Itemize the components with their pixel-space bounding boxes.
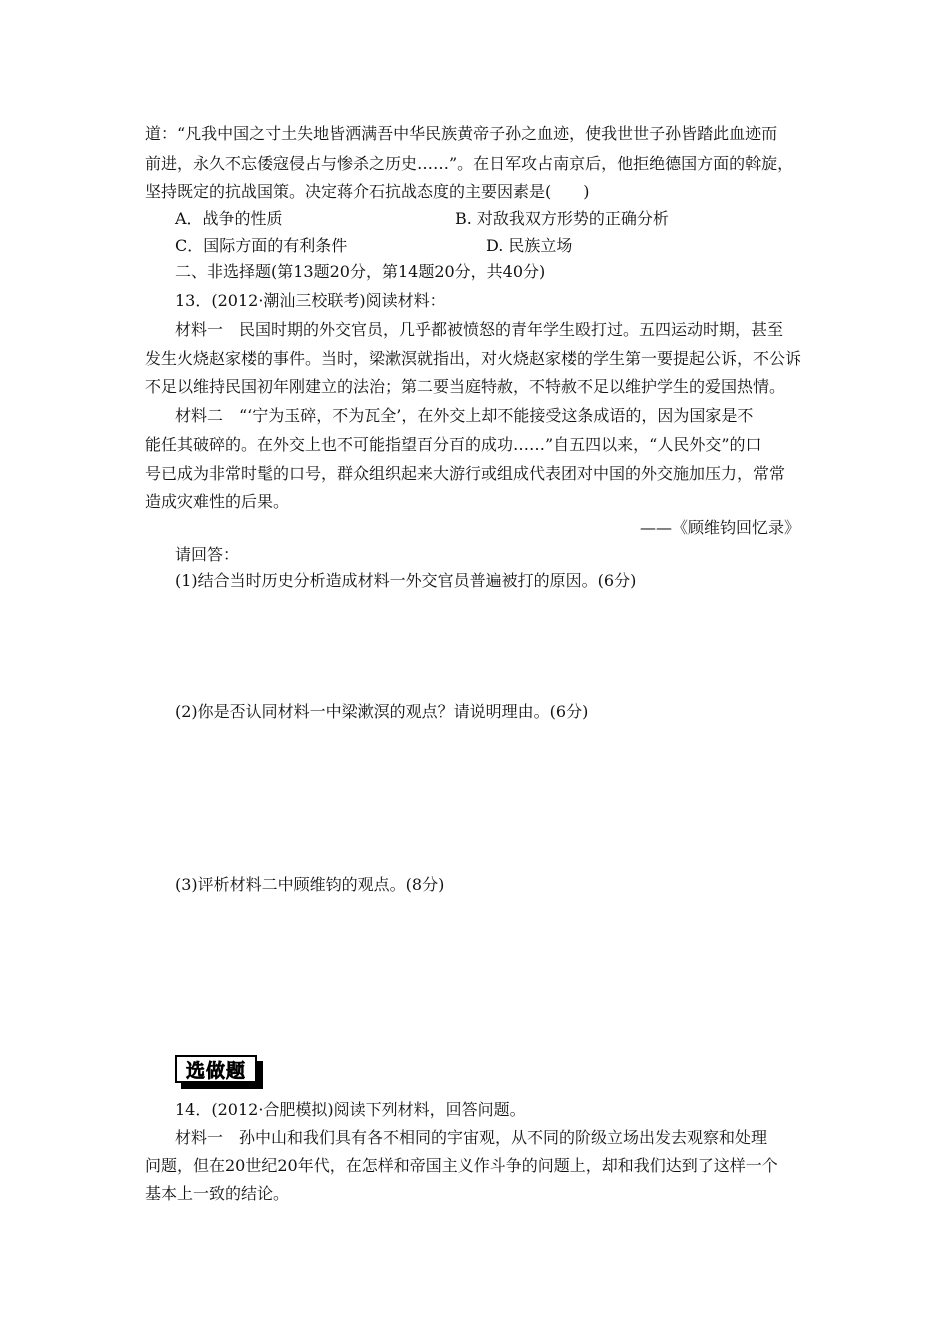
q13-material2-line-3: 号已成为非常时髦的口号，群众组织起来大游行或组成代表团对中国的外交施加压力，常常 — [145, 464, 786, 483]
q12-stem-line-2: 前进，永久不忘倭寇侵占与惨杀之历史……”。在日军攻占南京后，他拒绝德国方面的斡旋， — [145, 154, 794, 173]
optional-question-badge — [175, 1055, 265, 1091]
q13-subquestion-2: (2)你是否认同材料一中梁漱溟的观点？请说明理由。(6分) — [175, 702, 589, 721]
q13-prompt: 请回答： — [175, 545, 240, 564]
q12-option-a: A．战争的性质 — [175, 209, 283, 228]
q13-material1-line-2: 发生火烧赵家楼的事件。当时，梁漱溟就指出，对火烧赵家楼的学生第一要提起公诉，不公诉 — [145, 349, 802, 368]
q14-material1-line-3: 基本上一致的结论。 — [145, 1184, 290, 1203]
q12-option-c: C．国际方面的有利条件 — [175, 236, 348, 255]
q13-subquestion-1: (1)结合当时历史分析造成材料一外交官员普遍被打的原因。(6分) — [175, 571, 637, 590]
q12-stem-line-3: 坚持既定的抗战国策。决定蒋介石抗战态度的主要因素是( ) — [145, 182, 590, 201]
q13-intro: 13．(2012·潮汕三校联考)阅读材料： — [175, 291, 446, 310]
q14-material1-line-1: 材料一 孙中山和我们具有各不相同的宇宙观，从不同的阶级立场出发去观察和处理 — [175, 1128, 768, 1147]
q13-material2-line-4: 造成灾难性的后果。 — [145, 492, 290, 511]
q12-option-d: D. 民族立场 — [486, 236, 573, 255]
q13-subquestion-3: (3)评析材料二中顾维钧的观点。(8分) — [175, 875, 445, 894]
answer-area-1[interactable] — [145, 595, 805, 695]
q12-option-b: B. 对敌我双方形势的正确分析 — [455, 209, 669, 228]
q14-material1-line-2: 问题，但在20世纪20年代，在怎样和帝国主义作斗争的问题上，却和我们达到了这样一个 — [145, 1156, 778, 1175]
q13-material1-line-3: 不足以维持民国初年刚建立的法治；第二要当庭特赦，不特赦不足以维护学生的爱国热情。 — [145, 377, 786, 396]
answer-area-3[interactable] — [145, 899, 805, 1049]
q12-stem-line-1: 道：“凡我中国之寸土失地皆洒满吾中华民族黄帝子孙之血迹，使我世世子孙皆踏此血迹而 — [145, 124, 778, 143]
answer-area-2[interactable] — [145, 726, 805, 868]
badge-label: 选做题 — [185, 1059, 246, 1082]
q13-material1-line-1: 材料一 民国时期的外交官员，几乎都被愤怒的青年学生殴打过。五四运动时期，甚至 — [175, 320, 784, 339]
badge-box — [175, 1055, 257, 1083]
q14-intro: 14．(2012·合肥模拟)阅读下列材料，回答问题。 — [175, 1100, 526, 1119]
q13-material2-line-1: 材料二 “‘宁为玉碎，不为瓦全’，在外交上却不能接受这条成语的，因为国家是不 — [175, 406, 754, 425]
section-heading: 二、非选择题(第13题20分，第14题20分，共40分) — [175, 262, 546, 281]
q13-source-citation: ——《顾维钧回忆录》 — [640, 518, 801, 537]
q13-material2-line-2: 能任其破碎的。在外交上也不可能指望百分百的成功……”自五四以来，“人民外交”的口 — [145, 435, 762, 454]
